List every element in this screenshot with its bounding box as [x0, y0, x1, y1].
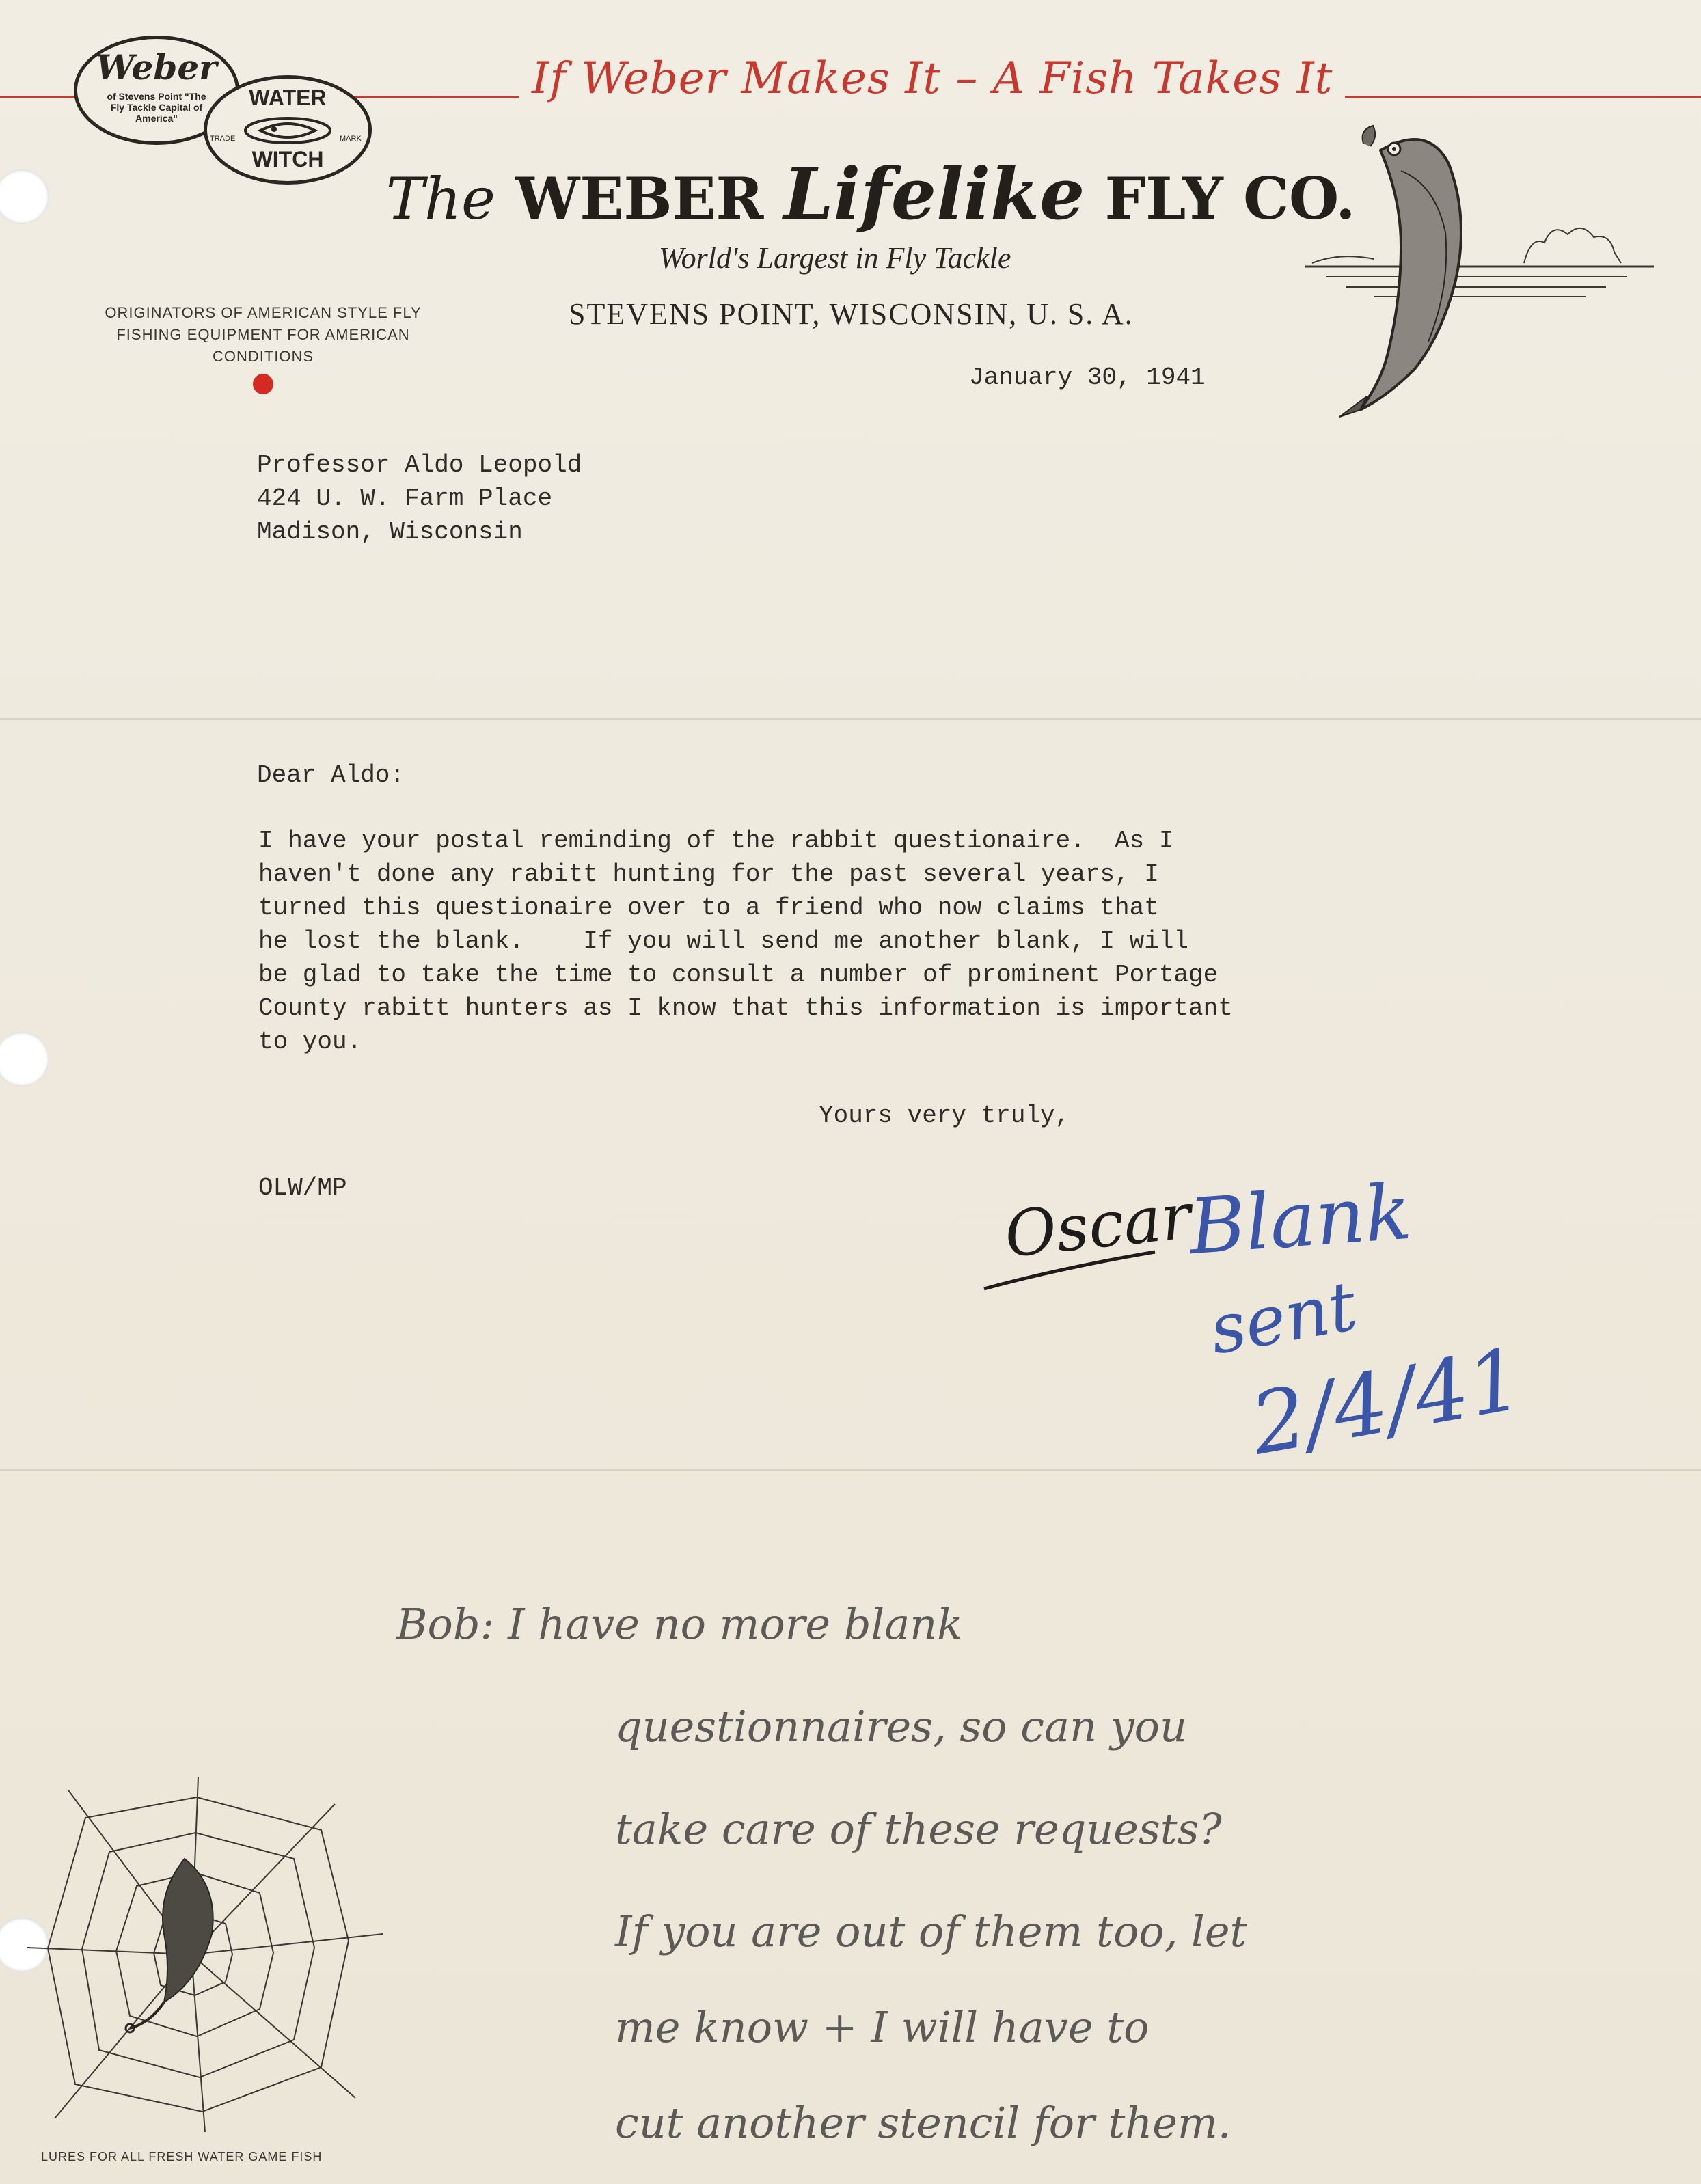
weber-logo-word: Weber — [96, 47, 217, 87]
fish-hook-emblem-icon — [240, 114, 336, 147]
pencil-note-line: If you are out of them too, let — [615, 1907, 1247, 1956]
company-flyco: FLY CO. — [1104, 165, 1356, 232]
pencil-note-line: Bob: I have no more blank — [396, 1599, 963, 1649]
water-witch-word-top: WATER — [249, 85, 327, 110]
address-line: Madison, Wisconsin — [257, 518, 523, 546]
inside-address — [257, 448, 582, 549]
company-lifelike: Lifelike — [783, 152, 1085, 236]
company-tagline: World's Largest in Fly Tackle — [659, 241, 1011, 275]
leaping-trout-icon — [1298, 123, 1654, 424]
blue-note-date: 2/4/41 — [1244, 1330, 1530, 1475]
water-witch-trade: TRADE — [210, 135, 236, 143]
water-witch-logo — [204, 75, 372, 185]
company-city: STEVENS POINT, WISCONSIN, U. S. A. — [569, 297, 1134, 331]
body-line: be glad to take the time to consult a number of prominent Portage — [258, 961, 1219, 989]
fold-line-upper — [0, 718, 1701, 720]
body-line: I have your postal reminding of the rabbit questionaire. As I — [258, 827, 1174, 855]
salutation: Dear Aldo: — [257, 761, 405, 789]
pencil-note-line: questionnaires, so can you — [615, 1702, 1187, 1751]
pencil-note-line: me know + I will have to — [615, 2002, 1149, 2052]
motto: If Weber Makes It – A Fish Takes It — [519, 53, 1345, 104]
signature-underline — [977, 1244, 1182, 1298]
red-dot — [253, 374, 273, 394]
blue-note-blank: Blank — [1186, 1167, 1415, 1272]
body-line: County rabitt hunters as I know that this information is important — [258, 994, 1233, 1022]
body-line: he lost the blank. If you will send me another blank, I will — [258, 927, 1189, 955]
blue-note-sent: sent — [1203, 1266, 1363, 1370]
signature: Oscar — [1001, 1179, 1195, 1272]
letter-date: January 30, 1941 — [969, 364, 1206, 392]
water-witch-mark: MARK — [340, 135, 362, 143]
footer-tagline: LURES FOR ALL FRESH WATER GAME FISH — [41, 2150, 323, 2163]
pencil-note-line: cut another stencil for them. — [615, 2098, 1231, 2148]
spiderweb-fly-icon — [27, 1777, 383, 2132]
company-weber: WEBER — [515, 165, 764, 232]
weber-logo-subtitle: of Stevens Point "The Fly Tackle Capital of America" — [107, 91, 206, 124]
letter-body — [258, 824, 1233, 1059]
body-line: haven't done any rabitt hunting for the past several years, I — [258, 860, 1159, 888]
fold-line-lower — [0, 1469, 1701, 1471]
water-witch-word-bottom: WITCH — [251, 147, 324, 172]
body-line: turned this questionaire over to a friend who now claims that — [258, 894, 1159, 922]
originators-text: ORIGINATORS OF AMERICAN STYLE FLY FISHING EQUIPMENT FOR AMERICAN CONDITIONS — [105, 304, 422, 365]
address-line: 424 U. W. Farm Place — [257, 484, 553, 513]
company-the: The — [386, 165, 495, 232]
body-line: to you. — [258, 1028, 362, 1056]
address-line: Professor Aldo Leopold — [257, 451, 582, 479]
pencil-note-line: take care of these requests? — [615, 1804, 1222, 1854]
punch-hole-top — [0, 169, 49, 224]
closing: Yours very truly, — [819, 1102, 1070, 1130]
company-name — [386, 152, 1355, 236]
typist-initials: OLW/MP — [258, 1174, 347, 1202]
punch-hole-middle — [0, 1032, 49, 1087]
